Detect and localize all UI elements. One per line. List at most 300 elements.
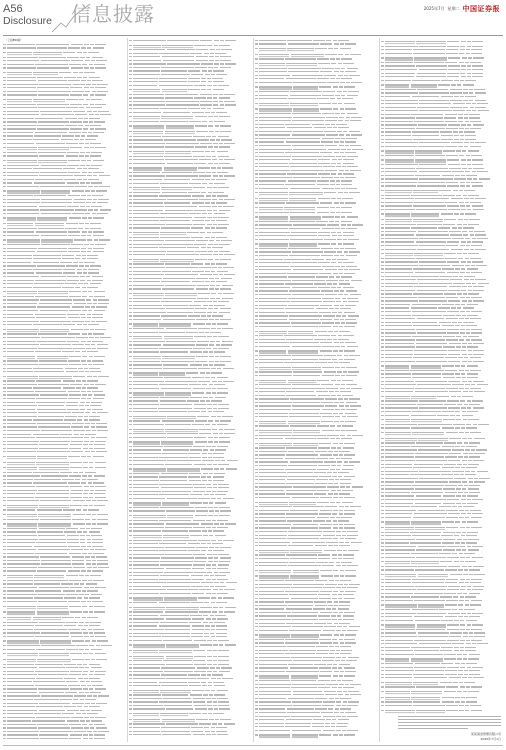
table-cell xyxy=(217,388,228,389)
table-cell xyxy=(259,134,290,135)
table-cell xyxy=(469,89,473,90)
table-cell xyxy=(471,49,482,50)
table-cell xyxy=(324,550,336,551)
table-cell xyxy=(88,231,92,232)
table-cell xyxy=(201,315,206,316)
table-cell xyxy=(321,575,333,576)
table-cell xyxy=(89,416,100,417)
table-cell xyxy=(259,461,288,462)
table-cell xyxy=(285,124,310,125)
table-cell xyxy=(347,156,358,157)
table-cell xyxy=(35,391,67,392)
table-cell xyxy=(460,311,465,312)
table-cell xyxy=(95,497,106,498)
table-cell xyxy=(208,251,213,252)
table-cell xyxy=(208,557,213,558)
table-cell xyxy=(385,159,414,160)
table-cell xyxy=(133,361,160,362)
table-cell xyxy=(255,454,258,455)
table-cell xyxy=(160,713,187,714)
table-row xyxy=(255,673,377,678)
table-cell xyxy=(7,505,38,506)
table-cell xyxy=(159,650,192,651)
table-cell xyxy=(328,483,333,484)
table-cell xyxy=(255,342,258,343)
table-cell xyxy=(217,416,221,417)
table-cell xyxy=(38,688,69,689)
table-cell xyxy=(468,253,479,254)
table-cell xyxy=(208,192,212,193)
table-cell xyxy=(456,336,461,337)
table-cell xyxy=(129,446,132,447)
table-cell xyxy=(219,163,230,164)
table-cell xyxy=(3,287,6,288)
table-cell xyxy=(3,209,6,210)
table-cell xyxy=(3,671,6,672)
table-cell xyxy=(95,147,106,148)
table-cell xyxy=(340,248,344,249)
table-cell xyxy=(286,493,313,494)
table-cell xyxy=(291,527,318,528)
table-cell xyxy=(211,271,215,272)
table-cell xyxy=(211,179,215,180)
table-cell xyxy=(212,247,223,248)
table-cell xyxy=(339,506,344,507)
table-cell xyxy=(291,716,321,717)
table-cell xyxy=(472,171,476,172)
table-cell xyxy=(385,234,414,235)
column-divider xyxy=(127,38,128,742)
table-cell xyxy=(133,611,163,612)
table-cell xyxy=(208,453,212,454)
table-cell xyxy=(259,580,284,581)
table-cell xyxy=(218,224,229,225)
table-cell xyxy=(129,586,132,587)
table-cell xyxy=(213,108,224,109)
table-cell xyxy=(255,359,258,360)
table-cell xyxy=(129,694,132,695)
table-cell xyxy=(93,199,97,200)
table-cell xyxy=(381,46,384,47)
table-cell xyxy=(94,296,105,297)
table-cell xyxy=(259,438,283,439)
table-cell xyxy=(133,125,164,126)
table-cell xyxy=(315,580,327,581)
table-cell xyxy=(79,223,84,224)
table-cell xyxy=(341,375,345,376)
table-cell xyxy=(41,239,73,240)
table-cell xyxy=(286,554,317,555)
table-cell xyxy=(7,412,37,413)
table-cell xyxy=(3,57,6,58)
table-cell xyxy=(159,195,191,196)
table-cell xyxy=(93,111,97,112)
table-cell xyxy=(66,667,78,668)
table-cell xyxy=(259,469,284,470)
table-cell xyxy=(129,301,132,302)
table-cell xyxy=(206,323,211,324)
table-cell xyxy=(385,209,415,210)
table-cell xyxy=(166,656,193,657)
table-cell xyxy=(198,167,210,168)
table-cell xyxy=(78,125,83,126)
table-cell xyxy=(416,339,445,340)
table-cell xyxy=(259,639,284,640)
table-cell xyxy=(66,649,78,650)
table-cell xyxy=(344,326,355,327)
table-cell xyxy=(327,472,332,473)
table-cell xyxy=(211,377,215,378)
table-cell xyxy=(159,81,187,82)
table-cell xyxy=(7,231,34,232)
table-cell xyxy=(63,168,75,169)
table-cell xyxy=(7,276,39,277)
table-cell xyxy=(331,465,336,466)
table-cell xyxy=(322,68,334,69)
table-cell xyxy=(259,680,290,681)
table-cell xyxy=(195,708,207,709)
table-cell xyxy=(89,653,93,654)
table-cell xyxy=(468,286,472,287)
table-cell xyxy=(7,228,37,229)
table-cell xyxy=(414,253,443,254)
table-rows xyxy=(381,39,503,714)
table-cell xyxy=(335,653,339,654)
table-cell xyxy=(255,469,258,470)
table-cell xyxy=(3,52,6,53)
table-cell xyxy=(341,384,345,385)
table-cell xyxy=(419,178,453,179)
table-cell xyxy=(7,560,39,561)
table-cell xyxy=(3,155,6,156)
table-cell xyxy=(72,344,84,345)
table-cell xyxy=(318,159,330,160)
table-cell xyxy=(255,350,258,351)
table-cell xyxy=(214,685,225,686)
table-cell xyxy=(90,486,94,487)
table-cell xyxy=(255,134,258,135)
table-cell xyxy=(213,664,217,665)
table-cell xyxy=(255,127,258,128)
table-cell xyxy=(343,558,354,559)
table-cell xyxy=(67,165,79,166)
table-cell xyxy=(259,558,289,559)
table-cell xyxy=(347,435,351,436)
table-cell xyxy=(259,388,291,389)
table-cell xyxy=(346,322,357,323)
table-cell xyxy=(255,634,258,635)
table-cell xyxy=(129,254,132,255)
table-cell xyxy=(259,138,286,139)
table-cell xyxy=(167,515,194,516)
table-cell xyxy=(7,685,34,686)
table-cell xyxy=(470,121,481,122)
table-cell xyxy=(213,453,224,454)
table-cell xyxy=(84,419,88,420)
table-cell xyxy=(255,409,258,410)
table-cell xyxy=(259,290,288,291)
table-cell xyxy=(220,547,231,548)
table-cell xyxy=(346,117,350,118)
table-cell xyxy=(129,247,132,248)
table-cell xyxy=(91,535,102,536)
table-cell xyxy=(94,291,105,292)
table-cell xyxy=(83,653,88,654)
table-cell xyxy=(344,103,355,104)
table-cell xyxy=(7,84,38,85)
table-cell xyxy=(419,245,445,246)
table-cell xyxy=(91,659,95,660)
table-cell xyxy=(96,703,107,704)
table-cell xyxy=(209,60,214,61)
table-cell xyxy=(90,265,101,266)
table-cell xyxy=(340,308,351,309)
table-cell xyxy=(259,255,288,256)
table-cell xyxy=(292,388,325,389)
table-cell xyxy=(385,322,411,323)
table-cell xyxy=(452,227,457,228)
table-cell xyxy=(418,297,445,298)
table-cell xyxy=(333,413,338,414)
table-cell xyxy=(87,251,91,252)
table-cell xyxy=(3,72,6,73)
table-cell xyxy=(129,368,132,369)
table-cell xyxy=(66,594,78,595)
table-cell xyxy=(133,220,159,221)
table-cell xyxy=(7,299,39,300)
table-cell xyxy=(89,121,93,122)
table-cell xyxy=(217,491,228,492)
table-cell xyxy=(69,674,81,675)
table-cell xyxy=(292,734,319,735)
table-cell xyxy=(165,464,192,465)
table-cell xyxy=(312,723,324,724)
table-cell xyxy=(208,125,213,126)
table-cell xyxy=(220,131,231,132)
table-cell xyxy=(292,435,326,436)
table-cell xyxy=(411,227,437,228)
table-cell xyxy=(129,618,132,619)
table-cell xyxy=(314,623,326,624)
table-cell xyxy=(83,734,88,735)
table-cell xyxy=(419,300,447,301)
table-cell xyxy=(288,451,313,452)
table-cell xyxy=(288,565,321,566)
table-cell xyxy=(324,461,336,462)
table-cell xyxy=(385,84,409,85)
table-cell xyxy=(340,82,345,83)
table-cell xyxy=(331,447,336,448)
table-cell xyxy=(129,622,132,623)
table-cell xyxy=(37,724,68,725)
table-cell xyxy=(259,207,283,208)
table-cell xyxy=(316,221,328,222)
table-cell xyxy=(213,650,217,651)
table-cell xyxy=(66,99,78,100)
table-cell xyxy=(7,265,36,266)
table-cell xyxy=(97,563,108,564)
table-cell xyxy=(212,424,216,425)
table-cell xyxy=(82,713,86,714)
table-cell xyxy=(159,332,184,333)
table-cell xyxy=(64,597,76,598)
table-cell xyxy=(338,476,342,477)
table-cell xyxy=(85,139,96,140)
table-cell xyxy=(334,451,338,452)
table-cell xyxy=(37,341,66,342)
table-cell xyxy=(343,691,347,692)
table-cell xyxy=(218,187,229,188)
table-cell xyxy=(321,712,333,713)
table-cell xyxy=(77,597,82,598)
table-cell xyxy=(87,160,91,161)
table-cell xyxy=(259,454,285,455)
table-cell xyxy=(337,239,342,240)
table-cell xyxy=(191,727,203,728)
table-cell xyxy=(206,348,211,349)
table-cell xyxy=(190,397,202,398)
table-cell xyxy=(289,221,315,222)
table-cell xyxy=(348,657,359,658)
table-cell xyxy=(80,280,85,281)
table-cell xyxy=(293,694,324,695)
table-cell xyxy=(3,135,6,136)
table-cell xyxy=(192,629,204,630)
table-cell xyxy=(461,268,465,269)
table-cell xyxy=(457,307,461,308)
table-cell xyxy=(190,535,202,536)
table-cell xyxy=(201,78,206,79)
table-cell xyxy=(162,734,191,735)
table-cell xyxy=(255,626,258,627)
table-cell xyxy=(159,520,192,521)
table-cell xyxy=(323,91,335,92)
table-cell xyxy=(39,505,69,506)
table-cell xyxy=(412,80,440,81)
table-cell xyxy=(86,500,91,501)
table-cell xyxy=(259,113,291,114)
table-cell xyxy=(59,72,71,73)
table-cell xyxy=(78,416,83,417)
table-cell xyxy=(86,523,91,524)
table-cell xyxy=(7,398,35,399)
table-cell xyxy=(319,443,331,444)
table-cell xyxy=(341,562,352,563)
table-cell xyxy=(334,202,339,203)
table-cell xyxy=(255,465,258,466)
table-cell xyxy=(205,227,210,228)
table-cell xyxy=(79,667,84,668)
table-cell xyxy=(470,279,474,280)
table-cell xyxy=(202,121,207,122)
table-cell xyxy=(189,622,201,623)
table-cell xyxy=(133,437,166,438)
table-cell xyxy=(63,324,75,325)
table-cell xyxy=(416,343,448,344)
table-cell xyxy=(129,179,132,180)
table-cell xyxy=(7,486,35,487)
table-row xyxy=(3,521,125,526)
table-cell xyxy=(220,104,224,105)
table-cell xyxy=(133,217,165,218)
table-cell xyxy=(189,480,201,481)
table-cell xyxy=(217,618,228,619)
table-cell xyxy=(259,684,291,685)
table-cell xyxy=(93,364,104,365)
table-cell xyxy=(466,49,470,50)
table-cell xyxy=(74,139,79,140)
table-cell xyxy=(206,618,211,619)
table-cell xyxy=(466,329,470,330)
table-cell xyxy=(345,671,356,672)
table-cell xyxy=(65,416,77,417)
table-cell xyxy=(224,589,235,590)
table-cell xyxy=(162,694,188,695)
table-cell xyxy=(66,575,78,576)
table-cell xyxy=(39,84,72,85)
table-cell xyxy=(205,625,210,626)
table-cell xyxy=(447,205,459,206)
table-cell xyxy=(7,409,35,410)
table-cell xyxy=(453,131,458,132)
table-cell xyxy=(329,391,334,392)
table-cell xyxy=(86,57,90,58)
table-cell xyxy=(259,435,291,436)
table-cell xyxy=(129,332,132,333)
table-cell xyxy=(339,527,343,528)
table-cell xyxy=(468,168,472,169)
table-cell xyxy=(85,228,89,229)
table-row xyxy=(129,439,251,444)
table-cell xyxy=(385,190,412,191)
table-cell xyxy=(322,565,334,566)
table-cell xyxy=(255,273,258,274)
table-cell xyxy=(332,359,337,360)
table-cell xyxy=(334,71,339,72)
table-cell xyxy=(333,527,338,528)
table-cell xyxy=(7,195,32,196)
table-cell xyxy=(416,76,447,77)
table-cell xyxy=(194,244,206,245)
table-cell xyxy=(191,74,203,75)
table-cell xyxy=(206,388,211,389)
table-cell xyxy=(189,473,201,474)
table-cell xyxy=(7,731,39,732)
table-cell xyxy=(200,94,212,95)
table-cell xyxy=(466,311,470,312)
table-cell xyxy=(255,207,258,208)
table-cell xyxy=(129,502,132,503)
table-cell xyxy=(440,131,452,132)
table-cell xyxy=(203,397,208,398)
table-cell xyxy=(349,75,360,76)
table-cell xyxy=(212,172,216,173)
table-cell xyxy=(194,217,206,218)
table-cell xyxy=(319,598,331,599)
table-cell xyxy=(441,135,453,136)
table-cell xyxy=(447,241,459,242)
table-cell xyxy=(166,678,196,679)
table-cell xyxy=(83,664,87,665)
table-cell xyxy=(193,187,205,188)
table-cell xyxy=(7,535,37,536)
table-cell xyxy=(337,615,341,616)
table-cell xyxy=(96,306,107,307)
table-cell xyxy=(337,251,342,252)
table-cell xyxy=(133,175,165,176)
table-cell xyxy=(133,460,166,461)
table-cell xyxy=(7,139,32,140)
